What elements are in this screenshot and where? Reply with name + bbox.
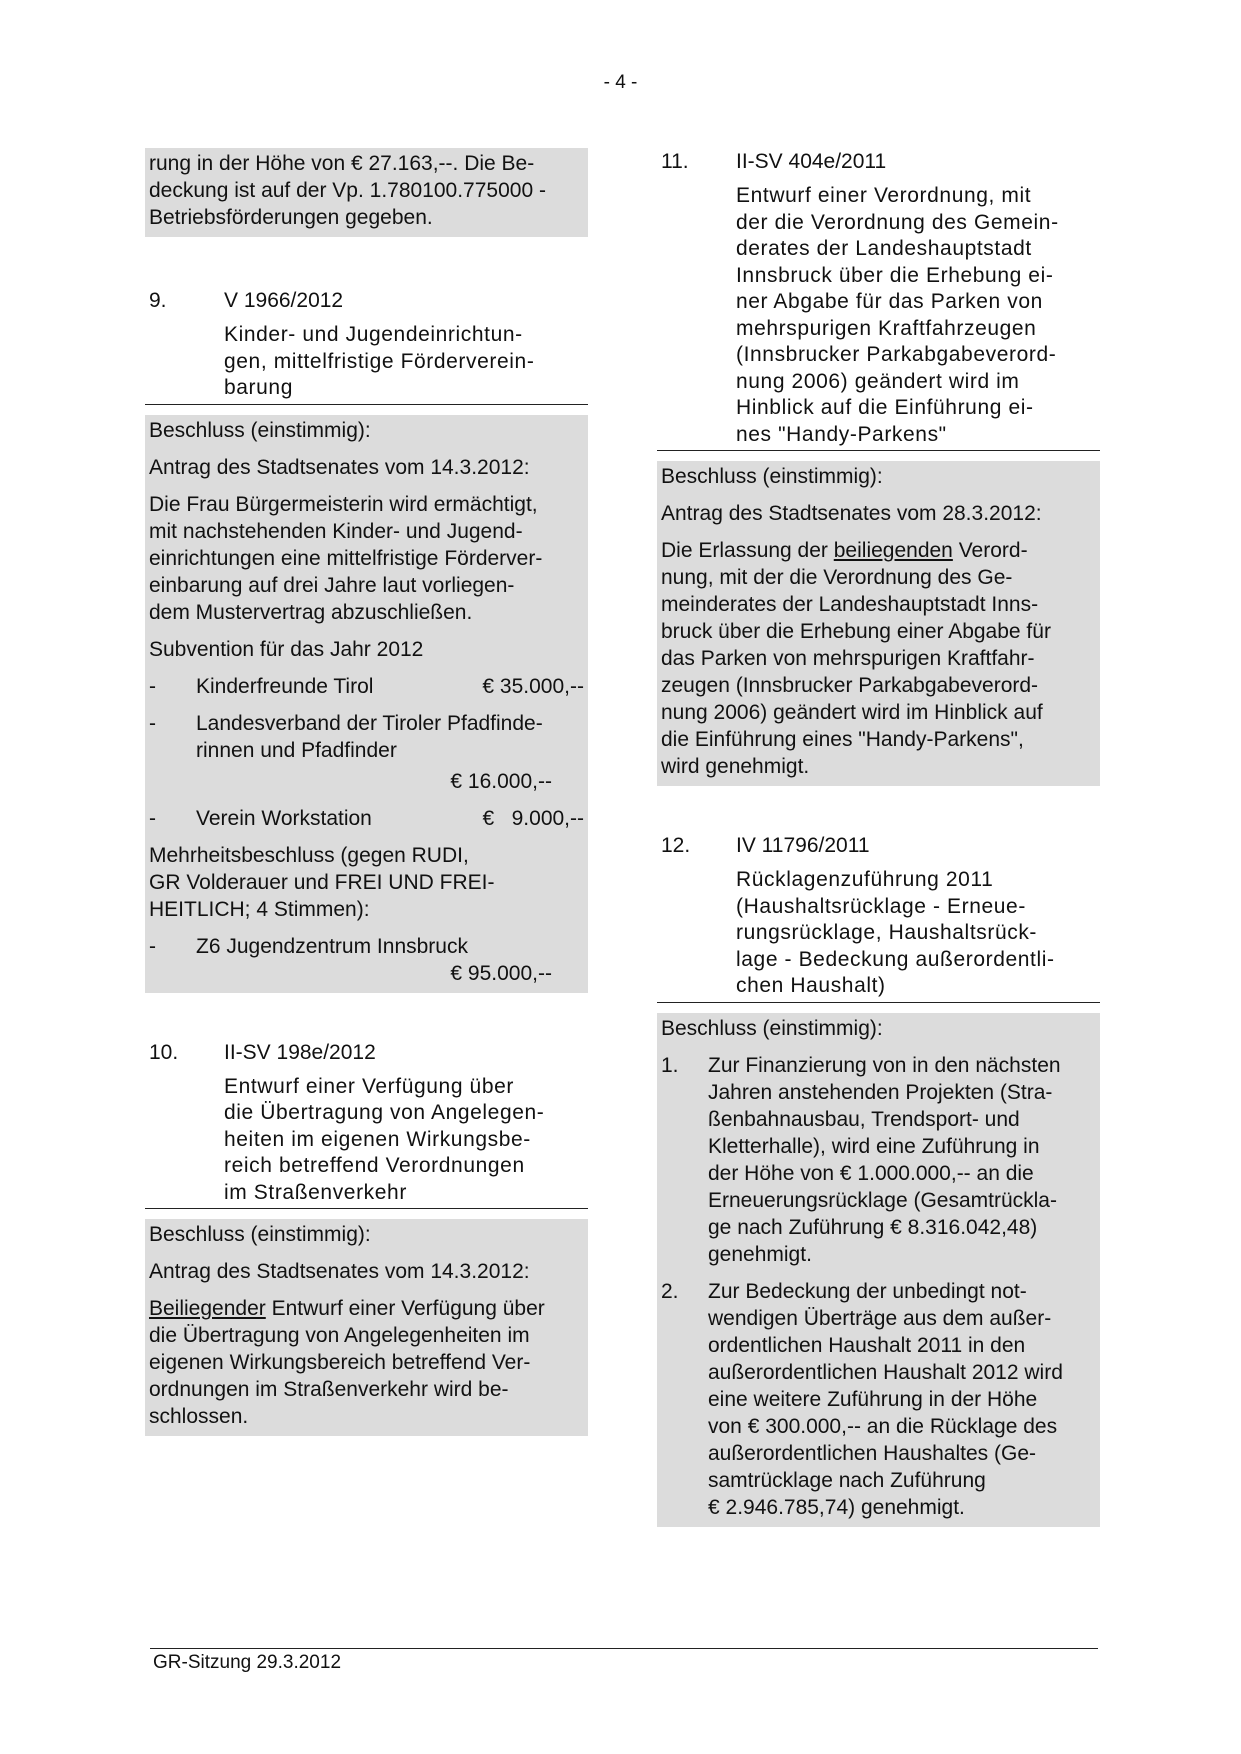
item-code: IV 11796/2011 — [736, 834, 870, 857]
right-column — [657, 148, 1100, 1527]
item-code: II-SV 404e/2011 — [736, 150, 887, 173]
resolution-heading: Beschluss (einstimmig): — [149, 1223, 371, 1246]
divider — [145, 1208, 588, 1209]
list-item: - Z6 Jugendzentrum Innsbruck — [149, 934, 468, 958]
item-number: 9. — [149, 289, 167, 312]
left-column — [145, 148, 588, 1436]
resolution-text: Die Frau Bürgermeisterin wird ermächtigt, mit nachstehenden Kinder- und Jugend- einrichtungen eine mittelfristige Förderver- einbarung auf drei Jahre laut vorliegen- dem Mustervertrag abzuschließen. — [149, 492, 543, 624]
intro-line: Betriebsförderungen gegeben. — [149, 206, 433, 229]
item-number: 11. — [661, 150, 689, 173]
resolution-text: Beiliegender Entwurf einer Verfügung über die Übertragung von Angelegenheiten im eigenen Wirkungsbereich betreffend Ver- ordnungen im Straßenverkehr wird be- schlossen. — [149, 1297, 545, 1428]
numbered-point: 2. Zur Bedeckung der unbedingt not- wendigen Überträge aus dem außer- ordentlichen Haushalt 2011 in den außerordentlichen Haushalt 2012 wird eine weitere Zuführung in der Höhe von € 300.000,-- an die Rücklage des außerordentlichen Haushaltes (Ge- samtrücklage nach Zuführung € 2.946.785,74) genehmigt. — [661, 1279, 1063, 1519]
resolution-block — [657, 461, 1100, 786]
resolution-block — [145, 1219, 588, 1436]
agenda-item-12 — [657, 832, 1100, 1527]
footer-text: GR-Sitzung 29.3.2012 — [153, 1652, 342, 1673]
item-title — [224, 322, 588, 404]
item-title: Entwurf einer Verfügung über die Übertragung von Angelegen- heiten im eigenen Wirkungsbe- reich betreffend Verordnungen im Straßenverkehr — [224, 1074, 545, 1204]
intro-line: rung in der Höhe von € 27.163,--. Die Be- — [149, 152, 535, 175]
item-number: 10. — [149, 1040, 179, 1064]
agenda-item-9 — [145, 287, 588, 993]
page-number: - 4 - — [603, 72, 638, 93]
divider — [145, 404, 588, 405]
resolution-heading: Beschluss (einstimmig): — [661, 1016, 883, 1040]
list-item: - Verein Workstation € 9.000,-- — [149, 806, 584, 830]
amount: € 16.000,-- — [450, 769, 552, 793]
item-code: II-SV 198e/2012 — [224, 1040, 376, 1064]
intro-line: deckung ist auf der Vp. 1.780100.775000 - — [149, 179, 546, 202]
divider — [657, 1002, 1100, 1003]
majority-resolution: Mehrheitsbeschluss (gegen RUDI, GR Volderauer und FREI UND FREI- HEITLICH; 4 Stimmen): — [149, 843, 495, 921]
list-item: - Landesverband der Tiroler Pfadfinde- rinnen und Pfadfinder — [149, 711, 543, 762]
resolution-text: Die Erlassung der beiliegenden Verord- nung, mit der die Verordnung des Ge- meinderates der Landeshauptstadt Inns- bruck über die Erhebung einer Abgabe für das Parken von mehrspurigen Kraftfahr- zeugen (Innsbrucker Parkabgabeverord- nung 2006) geändert wird im Hinblick auf die Einführung eines "Handy-Parkens", wird genehmigt. — [661, 539, 1051, 778]
numbered-point: 1. Zur Finanzierung von in den nächsten Jahren anstehenden Projekten (Stra- ßenbahnausbau, Trendsport- und Kletterhalle), wird eine Zuführung in der Höhe von € 1.000.000,-- an die Erneuerungsrücklage (Gesamtrückla- ge nach Zuführung € 8.316.042,48) genehmigt. — [661, 1053, 1061, 1266]
motion-line: Antrag des Stadtsenates vom 14.3.2012: — [149, 1260, 530, 1283]
resolution-heading: Beschluss (einstimmig): — [661, 465, 883, 488]
title-line: gen, mittelfristige Förderverein- — [224, 349, 535, 373]
item-number: 12. — [661, 834, 691, 857]
motion-line: Antrag des Stadtsenates vom 28.3.2012: — [661, 502, 1042, 525]
item-code: V 1966/2012 — [224, 289, 344, 312]
footer-divider — [150, 1648, 1098, 1649]
amount: € 95.000,-- — [450, 961, 552, 985]
title-line: Kinder- und Jugendeinrichtun- — [224, 323, 523, 346]
agenda-item-11 — [657, 148, 1100, 786]
subvention-heading: Subvention für das Jahr 2012 — [149, 637, 424, 661]
list-item: - Kinderfreunde Tirol € 35.000,-- — [149, 674, 584, 698]
resolution-block — [145, 415, 588, 993]
title-line: barung — [224, 376, 293, 399]
item-title: Rücklagenzuführung 2011 (Haushaltsrücklage - Erneue- rungsrücklage, Haushaltsrück- lage - Bedeckung außerordentli- chen Haushalt) — [736, 868, 1055, 997]
item-title: Entwurf einer Verordnung, mit der die Verordnung des Gemein- derates der Landeshauptstadt Innsbruck über die Erhebung ei- ner Abgabe für das Parken von mehrspurigen Kraftfahrzeugen (Innsbrucker Parkabgabeverord- nung 2006) geändert wird im Hinblick auf die Einführung ei- nes "Handy-Parkens" — [736, 184, 1059, 446]
motion-line: Antrag des Stadtsenates vom 14.3.2012: — [149, 455, 530, 479]
resolution-block — [657, 1013, 1100, 1527]
intro-paragraph — [145, 148, 588, 237]
agenda-item-10 — [145, 1039, 588, 1437]
divider — [657, 450, 1100, 451]
resolution-heading: Beschluss (einstimmig): — [149, 418, 371, 442]
